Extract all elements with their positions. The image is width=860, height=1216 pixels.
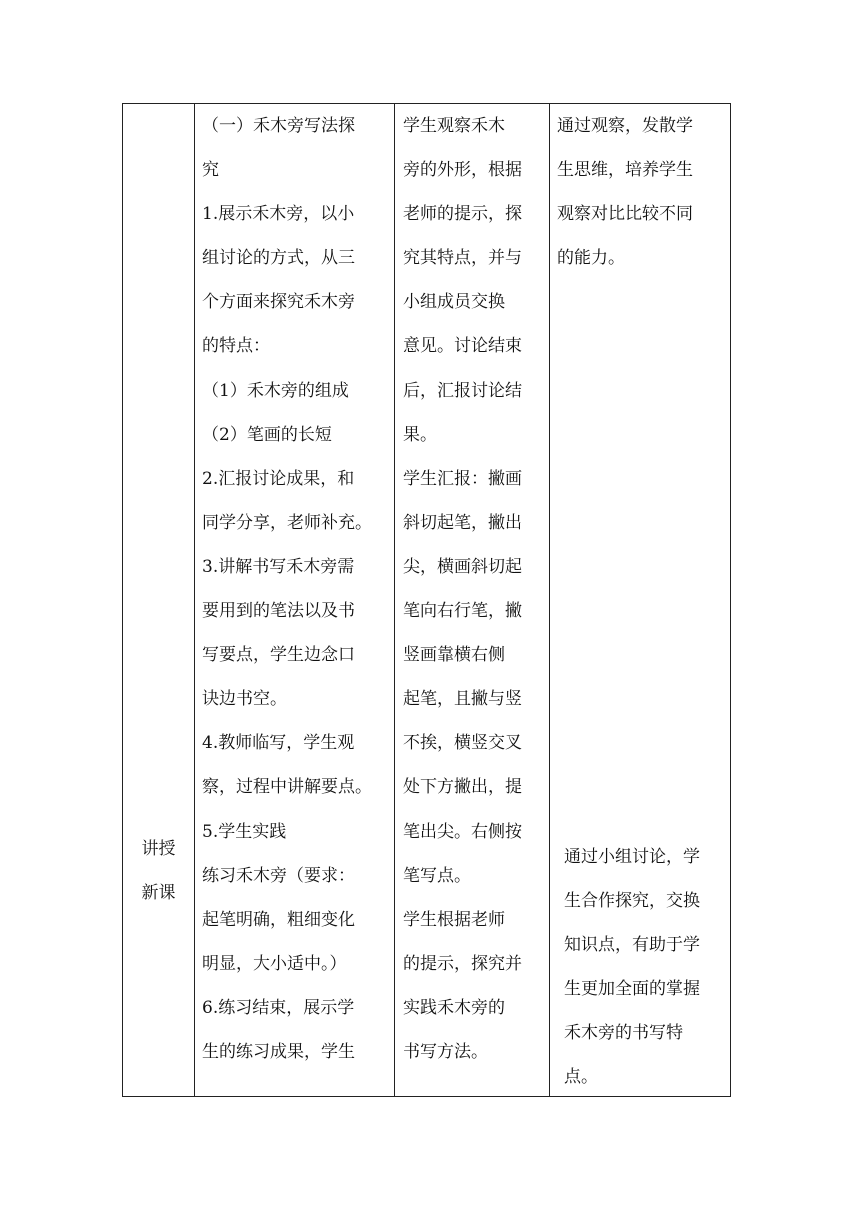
- procedure-cell: [195, 104, 395, 1097]
- procedure-line: （1）禾木旁的组成: [202, 380, 349, 401]
- procedure-line: 察，过程中讲解要点。: [202, 777, 372, 798]
- procedure-line: 写要点，学生边念口: [202, 645, 355, 666]
- student-activity-line: 后，汇报讨论结: [403, 380, 522, 401]
- procedure-line: （一）禾木旁写法探: [202, 116, 355, 136]
- procedure-line: 4.教师临写，学生观: [202, 733, 355, 754]
- procedure-line: 起笔明确，粗细变化: [202, 909, 355, 930]
- section-label-line: 新课: [141, 883, 176, 904]
- procedure-line: 5.学生实践: [202, 821, 287, 842]
- student-activity-line: 不挨，横竖交叉: [403, 733, 522, 754]
- design-intent-line: 通过观察，发散学: [557, 116, 693, 136]
- procedure-line: 同学分享，老师补充。: [202, 512, 372, 533]
- design-intent-cell: [550, 104, 731, 1097]
- design-intent-line: 通过小组讨论，学: [564, 847, 700, 867]
- student-activity-line: 笔向右行笔，撇: [403, 601, 522, 622]
- student-activity-line: 起笔，且撇与竖: [403, 689, 522, 710]
- procedure-line: （2）笔画的长短: [202, 424, 332, 445]
- student-activity-line: 斜切起笔，撇出: [403, 512, 522, 533]
- procedure-line: 组讨论的方式，从三: [202, 248, 355, 269]
- procedure-line: 3.讲解书写禾木旁需: [202, 556, 355, 577]
- procedure-line: 个方面来探究禾木旁: [202, 292, 355, 313]
- design-intent-text-1: [550, 104, 730, 288]
- student-activity-line: 小组成员交换: [403, 292, 505, 313]
- design-intent-line: 观察对比比较不同: [557, 204, 693, 225]
- procedure-line: 6.练习结束，展示学: [202, 997, 355, 1018]
- section-label-line: 讲授: [141, 839, 176, 859]
- procedure-line: 练习禾木旁（要求：: [202, 865, 355, 886]
- procedure-line: 的特点：: [202, 336, 270, 357]
- student-activity-line: 老师的提示，探: [403, 204, 522, 225]
- student-activity-line: 学生观察禾木: [403, 116, 505, 136]
- student-activity-line: 尖，横画斜切起: [403, 556, 522, 577]
- procedure-text: [195, 104, 394, 1082]
- student-activity-cell: [395, 104, 550, 1097]
- student-activity-line: 竖画靠横右侧: [403, 645, 505, 666]
- student-activity-text: [395, 104, 549, 1082]
- student-activity-line: 笔写点。: [403, 865, 471, 886]
- procedure-line: 生的练习成果，学生: [202, 1041, 355, 1062]
- procedure-line: 诀边书空。: [202, 689, 287, 710]
- student-activity-line: 学生根据老师: [403, 909, 505, 930]
- design-intent-line: 的能力。: [557, 248, 625, 269]
- student-activity-line: 的提示，探究并: [403, 953, 522, 974]
- student-activity-line: 学生汇报：撇画: [403, 468, 522, 489]
- design-intent-line: 知识点，有助于学: [564, 935, 700, 956]
- design-intent-line: 点。: [564, 1067, 598, 1088]
- student-activity-line: 旁的外形，根据: [403, 160, 522, 181]
- table-row: [123, 104, 731, 1097]
- design-intent-line: 生思维，培养学生: [557, 160, 693, 181]
- student-activity-line: 实践禾木旁的: [403, 997, 505, 1018]
- section-label: [123, 835, 194, 923]
- procedure-line: 明显，大小适中。）: [202, 953, 347, 974]
- design-intent-line: 生合作探究，交换: [564, 891, 700, 912]
- procedure-line: 2.汇报讨论成果，和: [202, 468, 355, 489]
- design-intent-text-2: [557, 835, 700, 1108]
- lesson-plan-table: [122, 103, 731, 1097]
- student-activity-line: 意见。讨论结束: [403, 336, 522, 357]
- section-cell: [123, 104, 195, 1097]
- procedure-line: 究: [202, 160, 219, 181]
- design-intent-line: 生更加全面的掌握: [564, 979, 700, 1000]
- student-activity-line: 笔出尖。右侧按: [403, 821, 522, 842]
- student-activity-line: 果。: [403, 424, 437, 445]
- student-activity-line: 书写方法。: [403, 1041, 488, 1062]
- student-activity-line: 究其特点，并与: [403, 248, 522, 269]
- procedure-line: 1.展示禾木旁，以小: [202, 204, 355, 225]
- student-activity-line: 处下方撇出，提: [403, 777, 522, 798]
- procedure-line: 要用到的笔法以及书: [202, 601, 355, 622]
- design-intent-line: 禾木旁的书写特: [564, 1023, 683, 1044]
